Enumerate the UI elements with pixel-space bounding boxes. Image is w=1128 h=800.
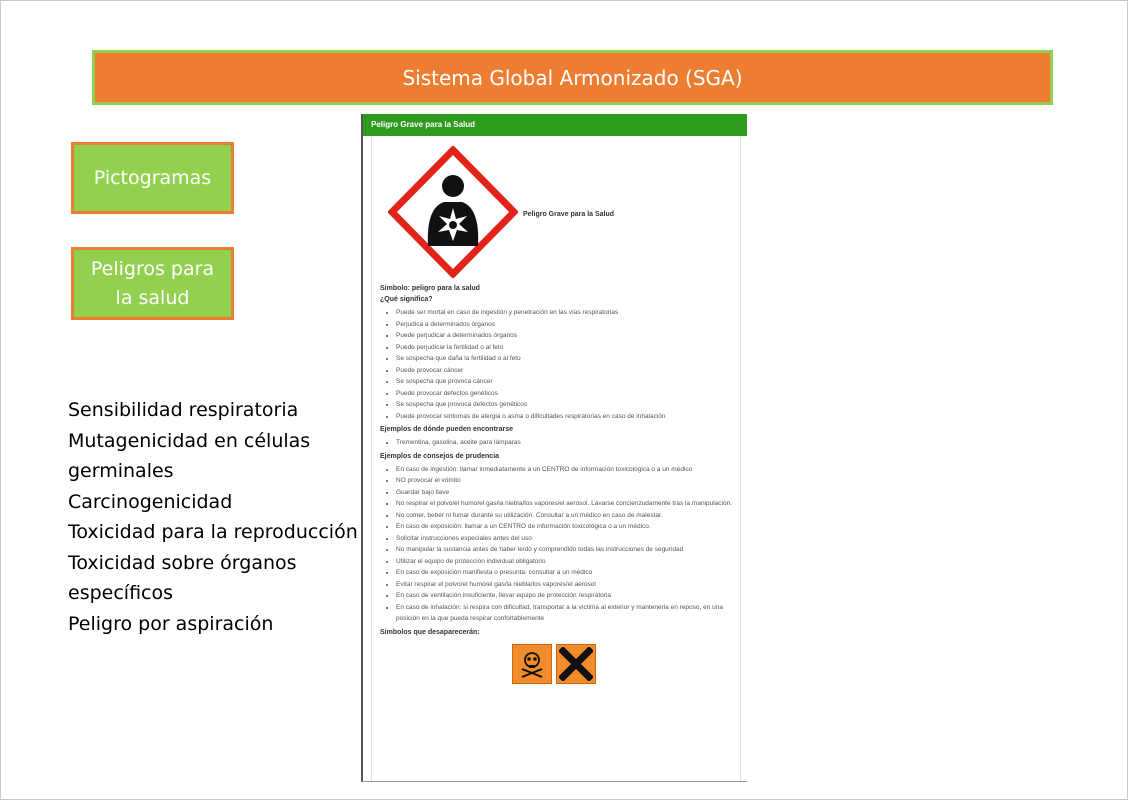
- disappearing-heading: Símbolos que desaparecerán:: [380, 628, 480, 636]
- hazard-item: Toxicidad para la reproducción: [68, 521, 358, 543]
- list-item: • Perjudica a determinados órganos: [396, 319, 734, 331]
- list-item: • NO provocar el vómito: [396, 475, 734, 487]
- examples-heading: Ejemplos de dónde pueden encontrarse: [380, 426, 514, 433]
- list-item: • En caso de ingestión: llamar inmediatamente a un CENTRO de información toxicológica o a un médico: [396, 464, 734, 476]
- list-item: • Guardar bajo llave: [396, 487, 734, 499]
- pictogramas-label: Pictogramas: [93, 166, 212, 189]
- peligros-label-line2: la salud: [115, 286, 190, 309]
- list-item: • Puede provocar síntomas de alergia o asma o dificultades respiratorias en caso de inhalación: [396, 411, 734, 423]
- list-item: • Evitar respirar el polvo/el humo/el gas/la niebla/los vapores/el aerosol: [396, 579, 734, 591]
- list-item: • No comer, beber ni fumar durante su utilización. Consultar a un médico en caso de malestar.: [396, 510, 734, 522]
- old-symbols-row: [512, 644, 734, 684]
- list-item: • Se sospecha que daña la fertilidad o al feto: [396, 353, 734, 365]
- list-item: • Puede provocar cáncer: [396, 365, 734, 377]
- list-item: • No respirar el polvo/el humo/el gas/la niebla/los vapores/el aerosol. Lavarse concienzudamente tras la manipulación.: [396, 498, 734, 510]
- list-item: • Solicitar instrucciones especiales antes del uso: [396, 533, 734, 545]
- list-item: • En caso de exposición: llamar a un CENTRO de información toxicológica o a un médico.: [396, 521, 734, 533]
- pictogram-caption: Peligro Grave para la Salud: [523, 211, 615, 218]
- panel-body: [371, 136, 741, 782]
- health-hazard-pictogram-icon: [388, 146, 518, 278]
- pictogram-row: [380, 142, 734, 282]
- hazard-list: [68, 395, 388, 639]
- list-item: • Utilizar el equipo de protección individual obligatorio: [396, 556, 734, 568]
- hazard-item: Carcinogenicidad: [68, 490, 233, 513]
- advice-list: [380, 464, 734, 625]
- title-banner: [92, 50, 1053, 105]
- peligros-salud-button[interactable]: [71, 247, 234, 320]
- list-item: • Puede provocar defectos genéticos: [396, 388, 734, 400]
- list-item: • Se sospecha que provoca defectos genéticos: [396, 399, 734, 411]
- hazard-item: Peligro por aspiración: [68, 612, 274, 635]
- symbol-label: Símbolo: peligro para la salud: [380, 285, 480, 292]
- meaning-list: [380, 307, 734, 422]
- list-item: • Trementina, gasolina, aceite para lámparas: [396, 437, 734, 449]
- hazard-info-panel: [361, 114, 747, 782]
- pictogramas-button[interactable]: [71, 142, 234, 214]
- list-item: • En caso de inhalación: si respira con dificultad, transportar a la víctima al exterior y mantenerla en reposo, en una posición en la que pueda respirar confortablemente: [396, 602, 734, 625]
- peligros-label-line1: Peligros para: [90, 257, 215, 280]
- x-cross-icon: [556, 644, 596, 684]
- list-item: • Puede perjudicar a determinados órganos: [396, 330, 734, 342]
- list-item: • En caso de exposición manifiesta o presunta: consultar a un médico: [396, 567, 734, 579]
- list-item: • Puede perjudicar la fertilidad o al feto: [396, 342, 734, 354]
- hazard-item: Mutagenicidad en células germinales: [68, 429, 311, 482]
- slide-title: Sistema Global Armonizado (SGA): [402, 65, 743, 90]
- examples-list: [380, 437, 734, 449]
- hazard-item: Sensibilidad respiratoria: [68, 399, 299, 421]
- list-item: • En caso de ventilación insuficiente, llevar equipo de protección respiratoria: [396, 590, 734, 602]
- list-item: • Se sospecha que provoca cáncer: [396, 376, 734, 388]
- list-item: • Puede ser mortal en caso de ingestión y penetración en las vías respiratorias: [396, 307, 734, 319]
- panel-header: Peligro Grave para la Salud: [363, 114, 747, 136]
- list-item: • No manipular la sustancia antes de haber leído y comprendido todas las instrucciones de seguridad: [396, 544, 734, 556]
- advice-heading: Ejemplos de consejos de prudencia: [380, 452, 500, 460]
- skull-crossbones-icon: [512, 644, 552, 684]
- hazard-item: Toxicidad sobre órganos específicos: [68, 551, 297, 604]
- meaning-heading: ¿Qué significa?: [380, 296, 433, 303]
